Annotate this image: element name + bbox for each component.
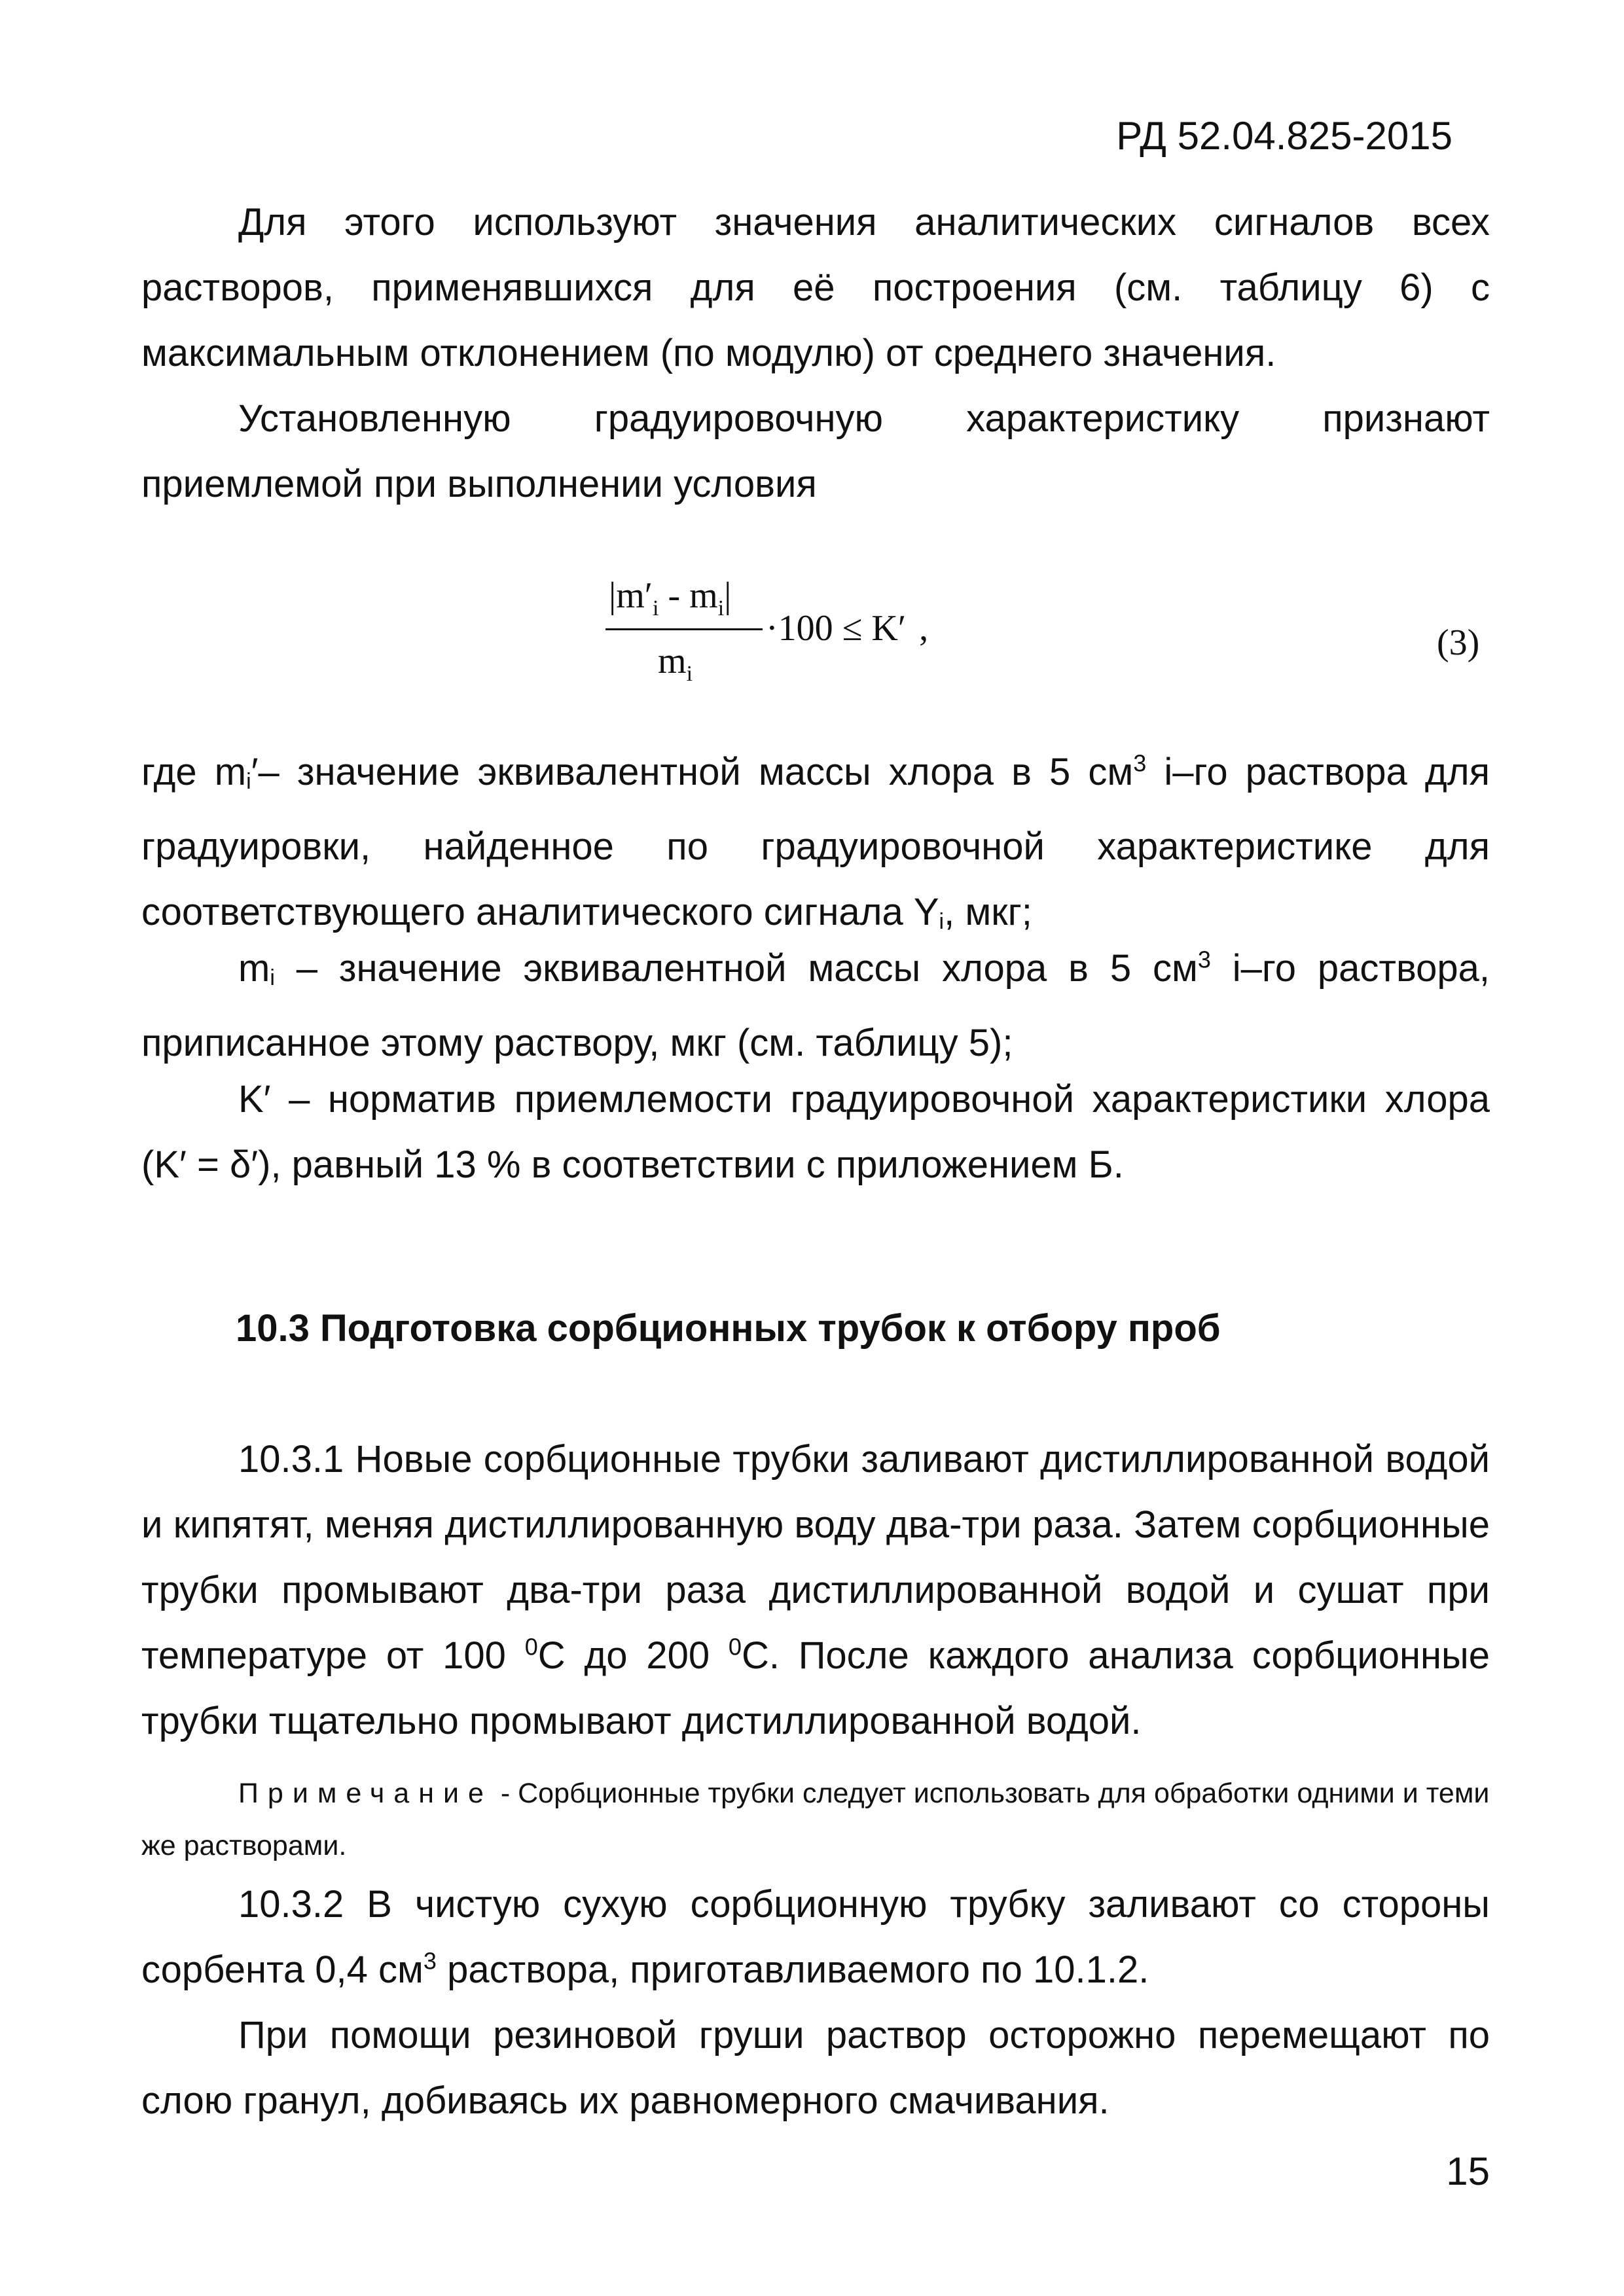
note-label: Примечание — [238, 1778, 493, 1809]
def2-mid: – значение эквивалентной массы хлора в 5 см — [274, 947, 1198, 990]
def1-sub2: i — [939, 909, 945, 934]
paragraph-condition: Установленную градуировочную характеристику признают приемлемой при выполнении условия — [141, 397, 1490, 505]
fraction-line — [605, 628, 763, 630]
formula-num-bar: | — [724, 575, 732, 616]
paragraph-10-3-1 — [141, 1427, 1490, 1754]
paragraph-10-3-2 — [141, 1872, 1490, 2003]
definition-k-prime: K′ – норматив приемлемости градуировочной характеристики хлора (K′ = δ′), равный 13 % в соответствии с приложением Б. — [141, 1078, 1490, 1186]
formula-acceptance — [589, 563, 1047, 707]
formula-num-sub2: i — [717, 596, 725, 621]
section-heading: 10.3 Подготовка сорбционных трубок к отбору проб — [236, 1307, 1221, 1350]
formula-den: m — [658, 641, 687, 681]
p1031-sup1: 0 — [524, 1633, 538, 1660]
p1032-b: раствора, приготавливаемого по 10.1.2. — [436, 1948, 1149, 1991]
note-block — [141, 1767, 1490, 1872]
p1031-a: 10.3.1 Новые сорбционные трубки заливают дистиллированной водой и кипятят, меняя дистиллированную воду два-три раза. Затем сорбционные трубки промывают два-три раза дистиллированной водой и сушат при температуре от 100 — [141, 1438, 1490, 1677]
formula-num-minus: - m — [659, 575, 718, 616]
p1032-a: 10.3.2 В чистую сухую сорбционную трубку заливают со стороны сорбента 0,4 см — [141, 1883, 1490, 1991]
formula-denominator — [658, 640, 693, 687]
definition-mi-prime — [141, 740, 1490, 954]
formula-numerator — [609, 575, 732, 621]
formula-num-left: |m′ — [609, 575, 653, 616]
formula-number: (3) — [1437, 622, 1480, 663]
p1031-sup2: 0 — [728, 1633, 742, 1660]
paragraph-last: При помощи резиновой груши раствор осторожно перемещают по слою гранул, добиваясь их равномерного смачивания. — [141, 2014, 1490, 2122]
formula-num-sub: i — [653, 596, 659, 621]
def2-sup: 3 — [1197, 946, 1211, 973]
def1-lead: где m — [141, 751, 247, 793]
page-number: 15 — [1446, 2149, 1490, 2193]
formula-den-sub: i — [686, 662, 693, 687]
formula-comma: , — [919, 608, 929, 649]
p1031-b: С до 200 — [537, 1634, 729, 1677]
document-code: РД 52.04.825-2015 — [1116, 114, 1453, 158]
def2-sub: i — [270, 965, 275, 990]
def1-mid: ′– значение эквивалентной массы хлора в 5 см — [251, 751, 1134, 793]
formula-rhs-text: ·100 ≤ K′ — [766, 608, 907, 649]
def2-tail: i–го раствора, приписанное этому раствору, мкг (см. таблицу 5); — [141, 947, 1490, 1064]
def2-lead: m — [238, 947, 270, 990]
def1-tail: i–го раствора для градуировки, найденное по градуировочной характеристике для соответствующего аналитического сигнала Y — [141, 751, 1490, 933]
def1-sub: i — [246, 769, 251, 794]
paragraph-intro: Для этого используют значения аналитических сигналов всех растворов, применявшихся для её построения (см. таблицу 6) с максимальным отклонением (по модулю) от среднего значения. — [141, 201, 1490, 374]
note-text: - Сорбционные трубки следует использовать для обработки одними и теми же растворами. — [141, 1778, 1490, 1861]
p1032-sup: 3 — [423, 1947, 437, 1975]
formula-rhs — [766, 607, 928, 649]
def1-sup: 3 — [1133, 749, 1147, 777]
def1-end: , мкг; — [944, 891, 1032, 933]
p1031-c: С. После каждого анализа сорбционные трубки тщательно промывают дистиллированной водой. — [141, 1634, 1490, 1742]
definition-mi — [141, 936, 1490, 1076]
